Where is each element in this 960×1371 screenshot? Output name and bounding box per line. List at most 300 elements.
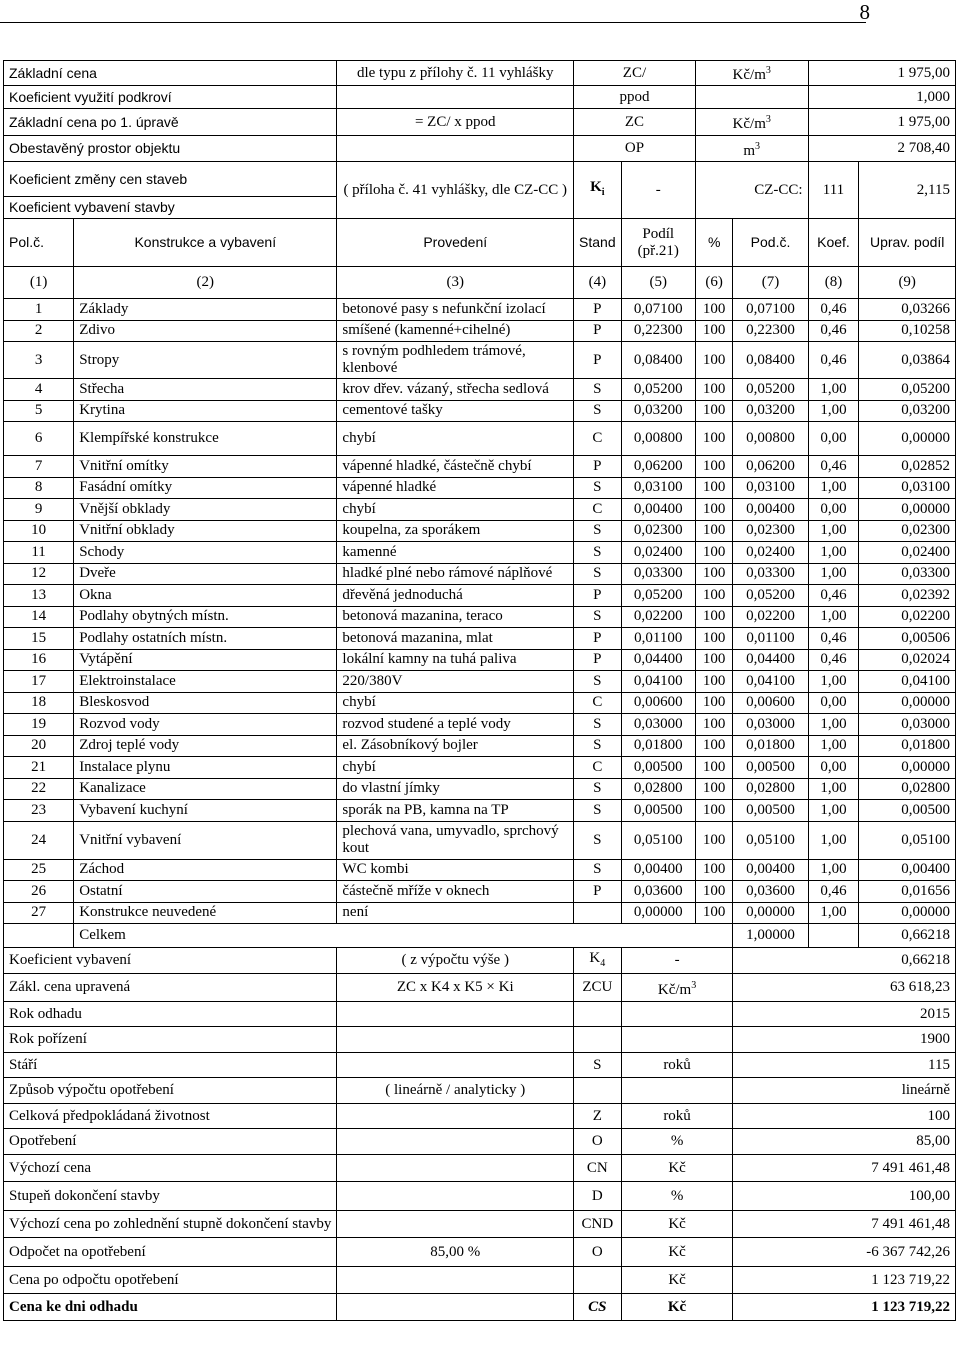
footer-label: Stáří: [4, 1053, 337, 1078]
item-podc: 0,04400: [733, 649, 808, 671]
unit-exponent: 3: [765, 65, 771, 76]
item-name: Elektroinstalace: [74, 671, 337, 693]
header-row: [4, 86, 956, 109]
item-number: 9: [4, 499, 74, 521]
item-number: 21: [4, 757, 74, 779]
item-podc: 0,06200: [733, 456, 808, 478]
total-podc: 1,00000: [733, 924, 808, 948]
item-share: 0,02200: [621, 606, 695, 628]
item-share: 0,00800: [621, 422, 695, 456]
item-podc: 0,00000: [733, 902, 808, 924]
item-percent: 100: [695, 714, 733, 736]
item-standard: P: [574, 456, 622, 478]
footer-code: S: [574, 1053, 622, 1078]
item-standard: P: [574, 342, 622, 379]
item-name: Vybavení kuchyní: [74, 800, 337, 822]
header-unit: [695, 86, 808, 109]
item-podc: 0,02200: [733, 606, 808, 628]
item-standard: C: [574, 757, 622, 779]
item-share: 0,06200: [621, 456, 695, 478]
item-name: Zdivo: [74, 320, 337, 342]
item-share: 0,02400: [621, 542, 695, 564]
item-standard: P: [574, 585, 622, 607]
footer-formula: [337, 1129, 574, 1155]
item-podc: 0,00400: [733, 859, 808, 881]
item-execution: lokální kamny na tuhá paliva: [337, 649, 574, 671]
item-standard: S: [574, 671, 622, 693]
item-percent: 100: [695, 902, 733, 924]
item-number: 3: [4, 342, 74, 379]
header-value: 1 975,00: [808, 61, 955, 86]
footer-value: 1 123 719,22: [733, 1294, 956, 1321]
item-podc: 0,03200: [733, 400, 808, 422]
footer-code: Z: [574, 1104, 622, 1129]
item-podc: 0,22300: [733, 320, 808, 342]
item-name: Rozvod vody: [74, 714, 337, 736]
item-podc: 0,03600: [733, 881, 808, 903]
item-coef: 1,00: [808, 379, 859, 401]
item-number: 26: [4, 881, 74, 903]
item-adjusted: 0,02024: [859, 649, 956, 671]
item-podc: 0,01800: [733, 735, 808, 757]
footer-value: 85,00: [733, 1129, 956, 1155]
item-share: 0,01800: [621, 735, 695, 757]
col-header: Pod.č.: [733, 219, 808, 267]
item-percent: 100: [695, 671, 733, 693]
item-podc: 0,00500: [733, 757, 808, 779]
item-name: Zdroj teplé vody: [74, 735, 337, 757]
item-execution: hladké plné nebo rámové náplňové: [337, 563, 574, 585]
item-row: [4, 628, 956, 650]
item-number: 6: [4, 422, 74, 456]
item-standard: S: [574, 714, 622, 736]
footer-formula: [337, 1104, 574, 1129]
item-percent: 100: [695, 881, 733, 903]
item-percent: 100: [695, 821, 733, 859]
item-share: 0,03000: [621, 714, 695, 736]
item-coef: 1,00: [808, 778, 859, 800]
item-share: 0,00000: [621, 902, 695, 924]
footer-value: 115: [733, 1053, 956, 1078]
footer-value: 100,00: [733, 1182, 956, 1211]
coef-label: Koeficient změny cen staveb: [4, 162, 337, 197]
item-adjusted: 0,04100: [859, 671, 956, 693]
item-adjusted: 0,05200: [859, 379, 956, 401]
item-coef: 1,00: [808, 520, 859, 542]
footer-row: [4, 1267, 956, 1294]
item-percent: 100: [695, 342, 733, 379]
footer-row: [4, 1238, 956, 1267]
footer-value: 1900: [733, 1027, 956, 1053]
item-percent: 100: [695, 757, 733, 779]
footer-row: [4, 974, 956, 1002]
footer-formula: ( z výpočtu výše ): [337, 948, 574, 974]
footer-code: D: [574, 1182, 622, 1211]
item-podc: 0,02800: [733, 778, 808, 800]
footer-unit: [621, 1078, 733, 1104]
total-adjusted: 0,66218: [859, 924, 956, 948]
item-execution: plechová vana, umyvadlo, sprchový kout: [337, 821, 574, 859]
item-row: [4, 757, 956, 779]
equipment-label: Koeficient vybavení stavby: [4, 197, 337, 219]
footer-formula: [337, 1182, 574, 1211]
item-name: Dveře: [74, 563, 337, 585]
col-index: (2): [74, 267, 337, 299]
item-standard: S: [574, 800, 622, 822]
footer-label: Koeficient vybavení: [4, 948, 337, 974]
item-adjusted: 0,03200: [859, 400, 956, 422]
footer-unit: Kč: [621, 1267, 733, 1294]
item-share: 0,05100: [621, 821, 695, 859]
item-execution: betonová mazanina, mlat: [337, 628, 574, 650]
item-percent: 100: [695, 606, 733, 628]
footer-unit: Kč: [621, 1155, 733, 1182]
header-formula: dle typu z přílohy č. 11 vyhlášky: [337, 61, 574, 86]
footer-value: 63 618,23: [733, 974, 956, 1002]
unit-exponent: 3: [755, 140, 761, 152]
item-coef: 0,46: [808, 649, 859, 671]
item-name: Podlahy obytných místn.: [74, 606, 337, 628]
item-execution: chybí: [337, 499, 574, 521]
item-share: 0,03600: [621, 881, 695, 903]
item-adjusted: 0,02400: [859, 542, 956, 564]
footer-formula: ( lineárně / analyticky ): [337, 1078, 574, 1104]
item-podc: 0,05200: [733, 379, 808, 401]
item-number: 27: [4, 902, 74, 924]
item-name: Instalace plynu: [74, 757, 337, 779]
footer-row: [4, 1053, 956, 1078]
item-name: Vnější obklady: [74, 499, 337, 521]
header-unit: $m^3$: [695, 136, 808, 162]
item-podc: 0,03000: [733, 714, 808, 736]
item-execution: dřevěná jednoduchá: [337, 585, 574, 607]
footer-row: [4, 1155, 956, 1182]
item-execution: vápenné hladké, částečně chybí: [337, 456, 574, 478]
item-coef: 0,00: [808, 692, 859, 714]
item-execution: WC kombi: [337, 859, 574, 881]
item-share: 0,08400: [621, 342, 695, 379]
item-podc: 0,00600: [733, 692, 808, 714]
item-standard: [574, 902, 622, 924]
item-number: 10: [4, 520, 74, 542]
unit-exponent: 3: [765, 114, 771, 125]
item-podc: 0,00400: [733, 499, 808, 521]
footer-row: [4, 1182, 956, 1211]
footer-row: [4, 1078, 956, 1104]
col-header: Uprav. podíl: [859, 219, 956, 267]
item-adjusted: 0,03266: [859, 299, 956, 321]
item-podc: 0,02400: [733, 542, 808, 564]
item-number: 20: [4, 735, 74, 757]
footer-code: CS: [574, 1294, 622, 1321]
coef-code: $K_i$: [574, 162, 622, 219]
item-row: [4, 821, 956, 859]
item-share: 0,07100: [621, 299, 695, 321]
item-standard: S: [574, 778, 622, 800]
item-share: 0,01100: [621, 628, 695, 650]
item-podc: 0,01100: [733, 628, 808, 650]
item-row: [4, 778, 956, 800]
footer-label: Rok pořízení: [4, 1027, 337, 1053]
coef-source: ( příloha č. 41 vyhlášky, dle CZ-CC ): [337, 162, 574, 219]
item-number: 13: [4, 585, 74, 607]
unit-exponent: i: [601, 187, 605, 198]
item-podc: 0,02300: [733, 520, 808, 542]
item-coef: 1,00: [808, 859, 859, 881]
footer-unit: [621, 1002, 733, 1027]
item-podc: 0,08400: [733, 342, 808, 379]
item-name: Ostatní: [74, 881, 337, 903]
item-coef: 0,46: [808, 585, 859, 607]
total-row: [4, 924, 956, 948]
item-adjusted: 0,05100: [859, 821, 956, 859]
item-row: [4, 800, 956, 822]
item-share: 0,05200: [621, 585, 695, 607]
item-adjusted: 0,00500: [859, 800, 956, 822]
item-share: 0,03200: [621, 400, 695, 422]
footer-unit: roků: [621, 1104, 733, 1129]
footer-formula: [337, 1211, 574, 1238]
item-standard: P: [574, 628, 622, 650]
item-standard: S: [574, 821, 622, 859]
column-index-row: [4, 267, 956, 299]
item-share: 0,02800: [621, 778, 695, 800]
header-unit: $Kč/m^3$: [695, 61, 808, 86]
item-adjusted: 0,02300: [859, 520, 956, 542]
footer-value: -6 367 742,26: [733, 1238, 956, 1267]
footer-unit: $Kč/m^3$: [621, 974, 733, 1002]
item-number: 11: [4, 542, 74, 564]
footer-label: Zákl. cena upravená: [4, 974, 337, 1002]
item-standard: C: [574, 692, 622, 714]
header-rule: [0, 22, 866, 23]
item-coef: 1,00: [808, 671, 859, 693]
col-header: Pol.č.: [4, 219, 74, 267]
item-execution: sporák na PB, kamna na TP: [337, 800, 574, 822]
item-share: 0,00500: [621, 800, 695, 822]
item-coef: 0,46: [808, 881, 859, 903]
footer-label: Rok odhadu: [4, 1002, 337, 1027]
item-adjusted: 0,00000: [859, 902, 956, 924]
item-coef: 0,46: [808, 628, 859, 650]
item-share: 0,22300: [621, 320, 695, 342]
item-adjusted: 0,01656: [859, 881, 956, 903]
item-number: 24: [4, 821, 74, 859]
item-percent: 100: [695, 299, 733, 321]
footer-label: Způsob výpočtu opotřebení: [4, 1078, 337, 1104]
col-index: (8): [808, 267, 859, 299]
cz-cc-label: CZ-CC:: [695, 162, 808, 219]
item-execution: chybí: [337, 757, 574, 779]
item-name: Stropy: [74, 342, 337, 379]
item-name: Záchod: [74, 859, 337, 881]
item-percent: 100: [695, 692, 733, 714]
item-row: [4, 671, 956, 693]
coef-unit: -: [621, 162, 695, 219]
item-share: 0,04400: [621, 649, 695, 671]
unit-exponent: 3: [691, 979, 697, 991]
coef-value: 2,115: [859, 162, 956, 219]
item-coef: 0,46: [808, 320, 859, 342]
item-coef: 0,46: [808, 456, 859, 478]
footer-formula: [337, 1027, 574, 1053]
header-value: 2 708,40: [808, 136, 955, 162]
item-percent: 100: [695, 800, 733, 822]
item-number: 14: [4, 606, 74, 628]
footer-label: Odpočet na opotřebení: [4, 1238, 337, 1267]
item-coef: 0,46: [808, 299, 859, 321]
footer-value: 7 491 461,48: [733, 1211, 956, 1238]
item-coef: 1,00: [808, 735, 859, 757]
item-adjusted: 0,03100: [859, 477, 956, 499]
item-standard: S: [574, 606, 622, 628]
footer-code: $K_4$: [574, 948, 622, 974]
item-row: [4, 585, 956, 607]
item-share: 0,00400: [621, 499, 695, 521]
item-adjusted: 0,03864: [859, 342, 956, 379]
item-percent: 100: [695, 585, 733, 607]
item-share: 0,05200: [621, 379, 695, 401]
item-number: 5: [4, 400, 74, 422]
col-index: (5): [621, 267, 695, 299]
item-share: 0,00600: [621, 692, 695, 714]
total-label: Celkem: [74, 924, 733, 948]
item-podc: 0,00800: [733, 422, 808, 456]
item-number: 8: [4, 477, 74, 499]
item-podc: 0,03300: [733, 563, 808, 585]
footer-unit: Kč: [621, 1211, 733, 1238]
item-row: [4, 520, 956, 542]
header-value: 1,000: [808, 86, 955, 109]
item-row: [4, 299, 956, 321]
col-index: (3): [337, 267, 574, 299]
item-execution: smíšené (kamenné+cihelné): [337, 320, 574, 342]
item-percent: 100: [695, 735, 733, 757]
footer-formula: [337, 1155, 574, 1182]
header-formula: [337, 136, 574, 162]
item-standard: P: [574, 299, 622, 321]
item-standard: S: [574, 735, 622, 757]
item-row: [4, 735, 956, 757]
footer-row: [4, 1211, 956, 1238]
item-podc: 0,05100: [733, 821, 808, 859]
footer-unit: Kč: [621, 1238, 733, 1267]
header-formula: = ZC/ x ppod: [337, 109, 574, 136]
item-execution: vápenné hladké: [337, 477, 574, 499]
footer-formula: [337, 1267, 574, 1294]
item-standard: P: [574, 320, 622, 342]
footer-formula: [337, 1002, 574, 1027]
footer-value: 0,66218: [733, 948, 956, 974]
footer-value: 7 491 461,48: [733, 1155, 956, 1182]
item-row: [4, 400, 956, 422]
item-name: Vnitřní vybavení: [74, 821, 337, 859]
item-number: 16: [4, 649, 74, 671]
item-row: [4, 542, 956, 564]
item-coef: 1,00: [808, 477, 859, 499]
footer-formula: ZC x K4 x K5 × Ki: [337, 974, 574, 1002]
item-percent: 100: [695, 477, 733, 499]
item-adjusted: 0,00000: [859, 499, 956, 521]
footer-code: CN: [574, 1155, 622, 1182]
item-share: 0,00500: [621, 757, 695, 779]
item-row: [4, 499, 956, 521]
item-execution: koupelna, za sporákem: [337, 520, 574, 542]
item-podc: 0,05200: [733, 585, 808, 607]
item-row: [4, 692, 956, 714]
item-name: Schody: [74, 542, 337, 564]
item-row: [4, 477, 956, 499]
item-percent: 100: [695, 400, 733, 422]
item-execution: 220/380V: [337, 671, 574, 693]
item-number: 7: [4, 456, 74, 478]
header-code: ZC/: [574, 61, 696, 86]
item-standard: S: [574, 379, 622, 401]
item-row: [4, 422, 956, 456]
item-percent: 100: [695, 859, 733, 881]
item-name: Fasádní omítky: [74, 477, 337, 499]
item-number: 12: [4, 563, 74, 585]
item-share: 0,02300: [621, 520, 695, 542]
footer-code: CND: [574, 1211, 622, 1238]
valuation-table: [3, 60, 956, 1321]
footer-unit: roků: [621, 1053, 733, 1078]
header-label: Obestavěný prostor objektu: [4, 136, 337, 162]
footer-label: Výchozí cena: [4, 1155, 337, 1182]
total-blank: [4, 924, 74, 948]
item-number: 2: [4, 320, 74, 342]
item-execution: rozvod studené a teplé vody: [337, 714, 574, 736]
item-share: 0,03300: [621, 563, 695, 585]
footer-code: [574, 1267, 622, 1294]
item-coef: 1,00: [808, 821, 859, 859]
col-header: Podíl (př.21): [621, 219, 695, 267]
item-adjusted: 0,02392: [859, 585, 956, 607]
item-standard: S: [574, 859, 622, 881]
item-coef: 1,00: [808, 563, 859, 585]
item-podc: 0,04100: [733, 671, 808, 693]
item-coef: 1,00: [808, 902, 859, 924]
footer-value: 100: [733, 1104, 956, 1129]
item-coef: 1,00: [808, 542, 859, 564]
item-row: [4, 563, 956, 585]
item-adjusted: 0,03000: [859, 714, 956, 736]
header-label: Základní cena: [4, 61, 337, 86]
item-number: 1: [4, 299, 74, 321]
page-number: 8: [859, 0, 870, 24]
item-coef: 1,00: [808, 606, 859, 628]
item-standard: S: [574, 400, 622, 422]
footer-code: [574, 1027, 622, 1053]
header-label: Koeficient využití podkroví: [4, 86, 337, 109]
item-share: 0,00400: [621, 859, 695, 881]
item-percent: 100: [695, 563, 733, 585]
cz-cc-value: 111: [808, 162, 859, 219]
unit-exponent: 4: [600, 957, 606, 969]
item-name: Kanalizace: [74, 778, 337, 800]
item-coef: 1,00: [808, 400, 859, 422]
footer-value: 1 123 719,22: [733, 1267, 956, 1294]
col-header: %: [695, 219, 733, 267]
item-execution: betonová mazanina, teraco: [337, 606, 574, 628]
item-name: Klempířské konstrukce: [74, 422, 337, 456]
item-name: Okna: [74, 585, 337, 607]
item-percent: 100: [695, 520, 733, 542]
header-row: [4, 136, 956, 162]
column-header-row: [4, 219, 956, 267]
item-name: Střecha: [74, 379, 337, 401]
item-name: Krytina: [74, 400, 337, 422]
